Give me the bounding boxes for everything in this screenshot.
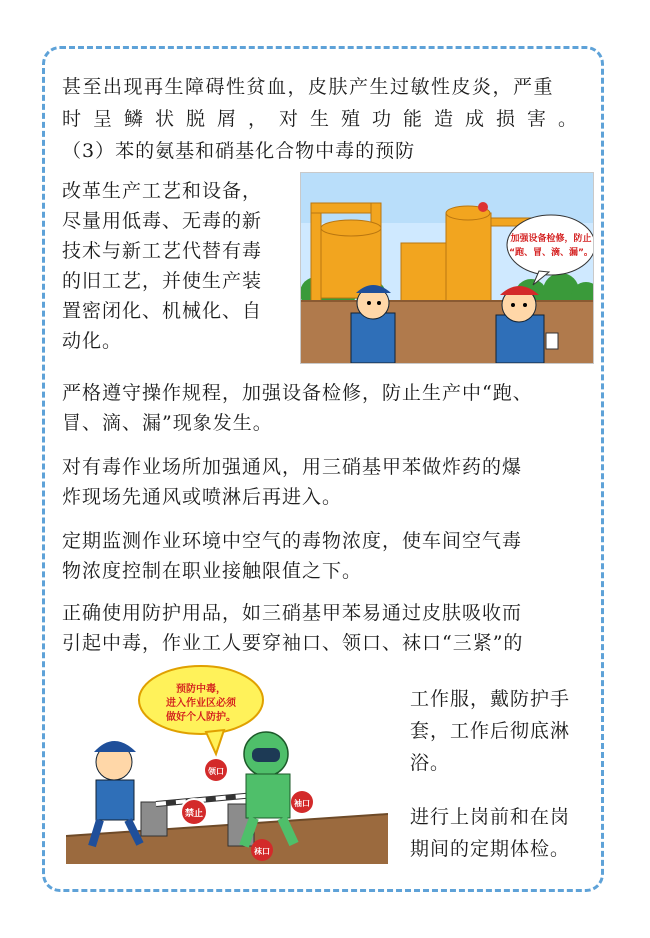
illus1-bubble-line: “跑、冒、滴、漏”。: [509, 248, 593, 258]
p1-line: 置密闭化、机械化、自: [62, 300, 263, 322]
guard-worker: [92, 741, 140, 846]
p5-cont-line: 套，工作后彻底淋: [410, 720, 571, 742]
p1-line: 的旧工艺，并使生产装: [62, 270, 263, 292]
factory-illustration: [300, 172, 594, 364]
section-heading: （3）苯的氨基和硝基化合物中毒的预防: [62, 140, 416, 162]
protection-illustration: [66, 664, 388, 864]
p1-line: 动化。: [62, 330, 123, 352]
p4-line: 物浓度控制在职业接触限值之下。: [62, 560, 363, 582]
p4-line: 定期监测作业环境中空气的毒物浓度，使车间空气毒: [62, 530, 523, 552]
protection-scene: [66, 664, 388, 864]
illus2-bubble-line: 预防中毒，: [176, 684, 226, 695]
tag-sleeve: 袖口: [294, 799, 310, 808]
illus2-bubble-line: 进入作业区必须: [166, 698, 236, 709]
p6-line: 期间的定期体检。: [410, 838, 571, 860]
p1-line: 改革生产工艺和设备，: [62, 180, 263, 202]
stop-sign-label: 禁止: [184, 809, 204, 819]
p3-line: 炸现场先通风或喷淋后再进入。: [62, 486, 343, 508]
p3-line: 对有毒作业场所加强通风，用三硝基甲苯做炸药的爆: [62, 456, 523, 478]
tag-collar: 领口: [208, 767, 224, 776]
factory-scene: [301, 173, 593, 363]
p1-line: 尽量用低毒、无毒的新: [62, 210, 263, 232]
intro-line-1: 甚至出现再生障碍性贫血，皮肤产生过敏性皮炎，严重: [62, 76, 555, 98]
p2-line: 冒、滴、漏”现象发生。: [62, 412, 273, 434]
p5-line: 引起中毒，作业工人要穿袖口、领口、袜口“三紧”的: [62, 632, 524, 654]
tag-sock: 袜口: [254, 847, 270, 856]
p6-line: 进行上岗前和在岗: [410, 806, 571, 828]
illus1-bubble-line: 加强设备检修，防止: [510, 234, 592, 244]
p5-line: 正确使用防护用品，如三硝基甲苯易通过皮肤吸收而: [62, 602, 523, 624]
p5-cont-line: 浴。: [410, 752, 451, 774]
intro-line-2: 时呈鳞状脱屑，对生殖功能造成损害。: [62, 108, 590, 130]
p5-cont-line: 工作服，戴防护手: [410, 688, 571, 710]
p2-line: 严格遵守操作规程，加强设备检修，防止生产中“跑、: [62, 382, 533, 404]
illus2-bubble-line: 做好个人防护。: [166, 712, 236, 723]
p1-line: 技术与新工艺代替有毒: [62, 240, 263, 262]
